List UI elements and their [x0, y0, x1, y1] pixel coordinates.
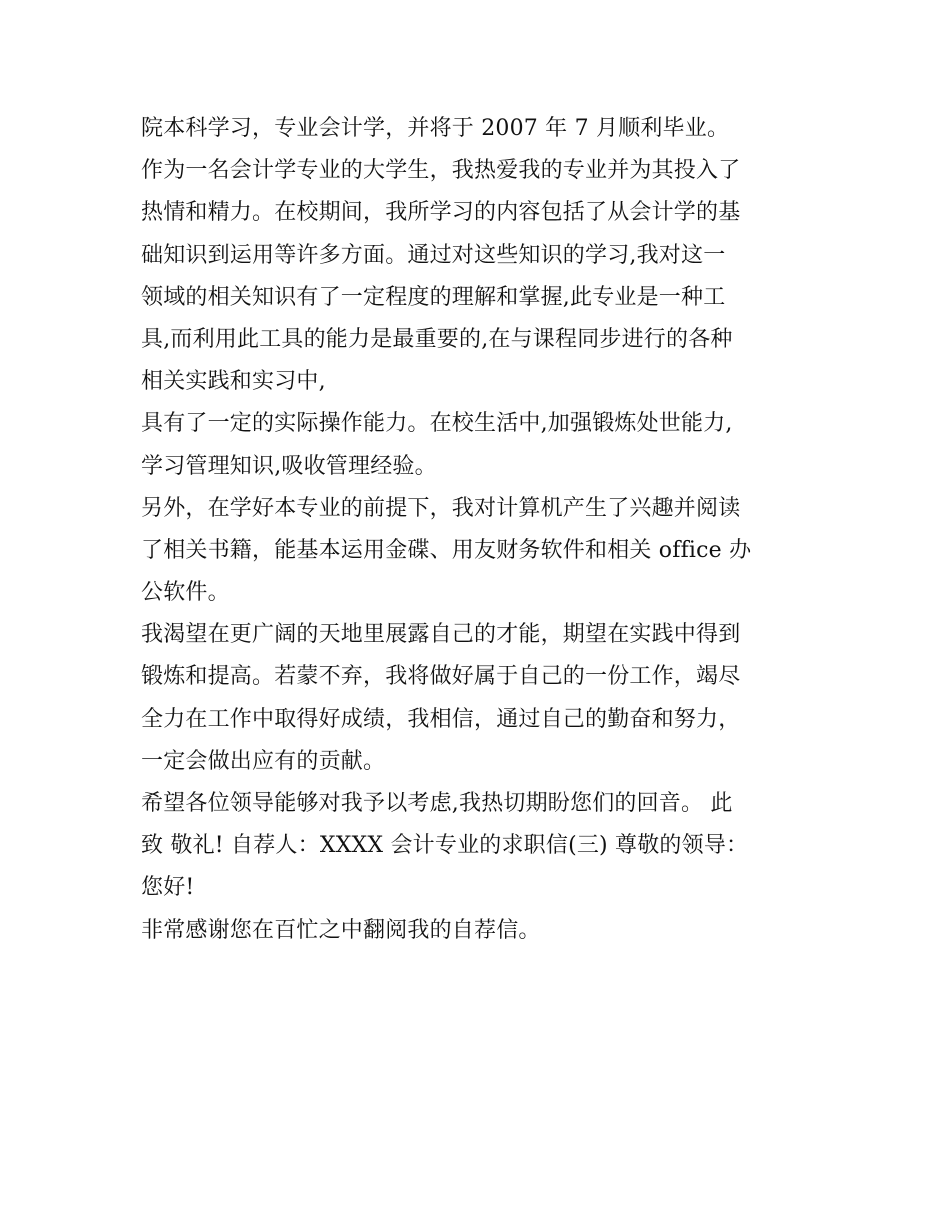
text-line: 锻炼和提高。若蒙不弃，我将做好属于自己的一份工作，竭尽 [141, 664, 741, 690]
text-line: 我渴望在更广阔的天地里展露自己的才能，期望在实践中得到 [141, 622, 741, 648]
text-line: 致 敬礼! 自荐人：XXXX 会计专业的求职信(三) 尊敬的领导： [141, 833, 749, 859]
text-line: 领域的相关知识有了一定程度的理解和掌握,此专业是一种工 [141, 284, 726, 310]
text-line: 您好! [141, 875, 195, 901]
document-body [141, 108, 831, 952]
text-line: 础知识到运用等许多方面。通过对这些知识的学习,我对这一 [141, 242, 726, 268]
text-line: 另外，在学好本专业的前提下，我对计算机产生了兴趣并阅读 [141, 495, 741, 521]
text-line: 热情和精力。在校期间，我所学习的内容包括了从会计学的基 [141, 200, 741, 226]
text-line: 了相关书籍，能基本运用金碟、用友财务软件和相关 office 办 [141, 537, 752, 563]
text-line: 非常感谢您在百忙之中翻阅我的自荐信。 [141, 917, 541, 943]
text-line: 作为一名会计学专业的大学生，我热爱我的专业并为其投入了 [141, 158, 741, 184]
text-line: 具,而利用此工具的能力是最重要的,在与课程同步进行的各种 [141, 326, 733, 352]
text-line: 公软件。 [141, 580, 230, 606]
text-line: 学习管理知识,吸收管理经验。 [141, 453, 437, 479]
text-line: 全力在工作中取得好成绩，我相信，通过自己的勤奋和努力， [141, 706, 741, 732]
text-line: 希望各位领导能够对我予以考虑,我热切期盼您们的回音。 此 [141, 791, 733, 816]
text-line: 具有了一定的实际操作能力。在校生活中,加强锻炼处世能力, [141, 411, 733, 437]
text-line: 院本科学习，专业会计学，并将于 2007 年 7 月顺利毕业。 [141, 116, 730, 141]
text-line: 相关实践和实习中, [141, 369, 326, 395]
text-line: 一定会做出应有的贡献。 [141, 748, 386, 774]
